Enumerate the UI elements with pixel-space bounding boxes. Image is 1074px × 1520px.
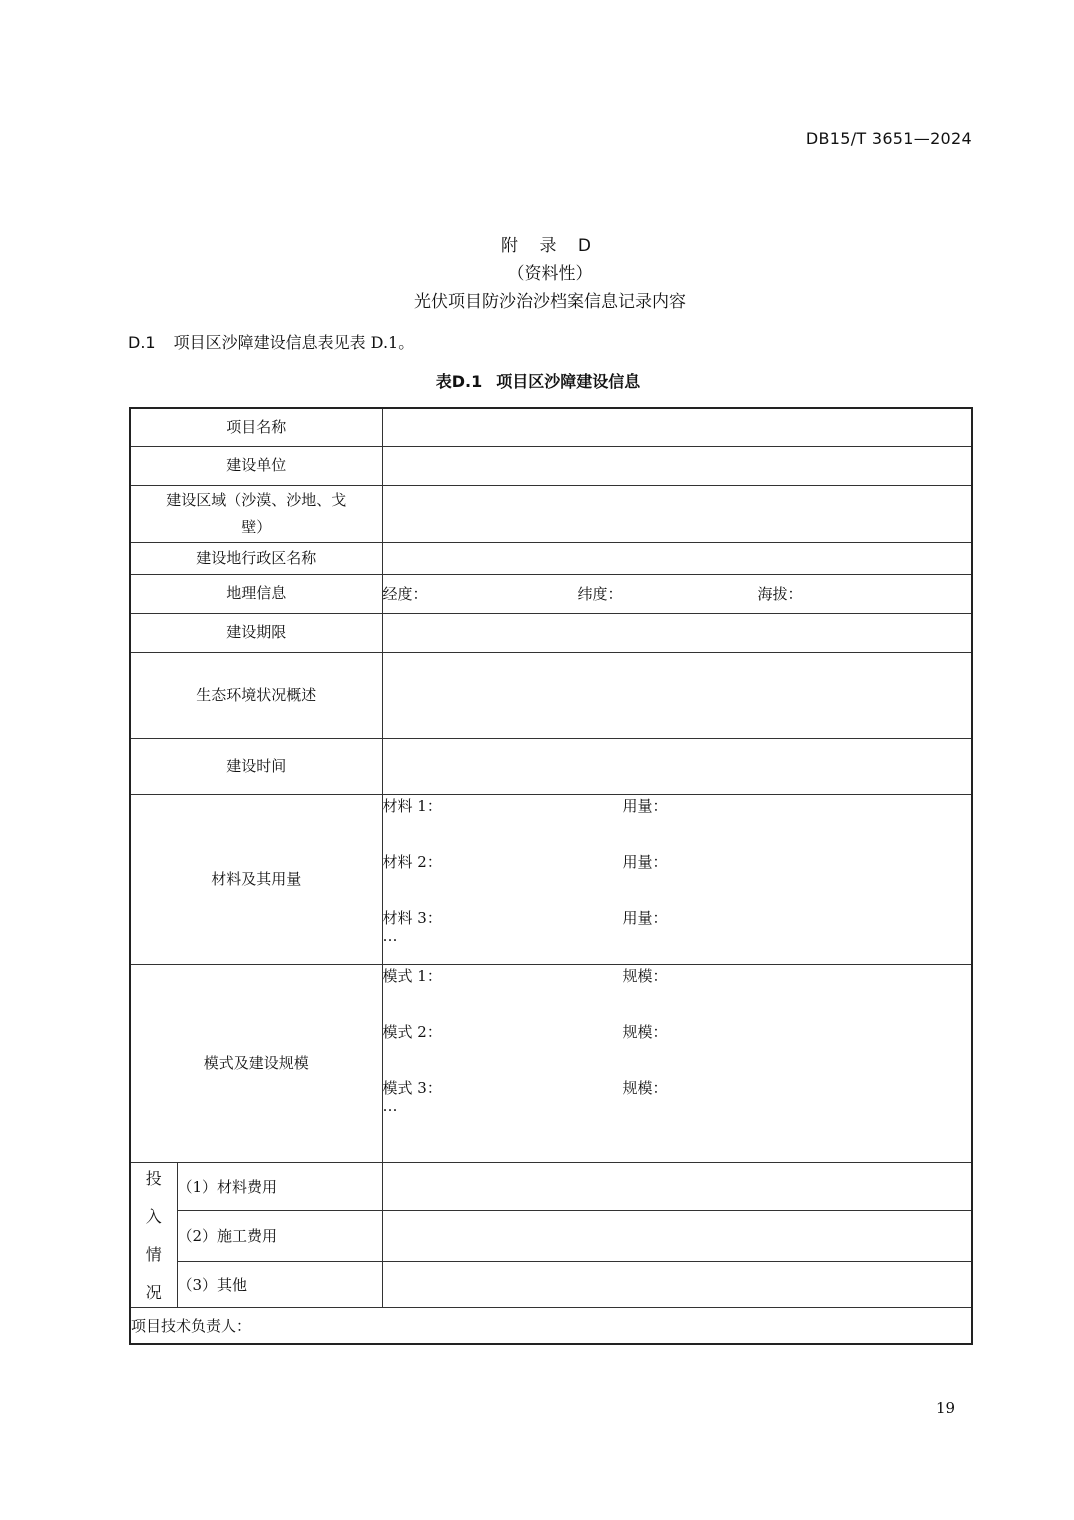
label-materials: 材料及其用量 (130, 794, 382, 964)
mode-line (383, 1021, 972, 1077)
label-construction-unit: 建设单位 (130, 446, 382, 485)
label-construction-cost: （2）施工费用 (177, 1210, 382, 1261)
value-geo-info[interactable] (382, 574, 972, 613)
longitude-label: 经度： (382, 585, 428, 603)
label-modes: 模式及建设规模 (130, 964, 382, 1162)
value-admin-region[interactable] (382, 542, 972, 574)
materials-ellipsis: … (382, 926, 398, 945)
mode-2-scale-label: 规模： (622, 1022, 668, 1041)
label-admin-region: 建设地行政区名称 (130, 542, 382, 574)
table-row (130, 446, 972, 485)
mode-line (383, 965, 972, 1021)
table-row (130, 964, 972, 1162)
table-row (130, 738, 972, 794)
value-project-name[interactable] (382, 408, 972, 446)
material-1-amount-label: 用量： (622, 796, 668, 815)
value-construction-cost[interactable] (382, 1210, 972, 1261)
investment-char: 况 (145, 1283, 162, 1302)
value-construction-area[interactable] (382, 485, 972, 542)
label-project-name: 项目名称 (130, 408, 382, 446)
appendix-title: 附 录 D (501, 236, 599, 256)
material-2-amount-label: 用量： (622, 852, 668, 871)
material-line (383, 795, 972, 851)
modes-ellipsis: … (382, 1096, 398, 1115)
clause-number: D.1 (128, 333, 156, 352)
investment-char: 投 (145, 1169, 162, 1188)
mode-line (383, 1077, 972, 1099)
mode-1-label: 模式 1： (382, 966, 442, 985)
table-row (130, 408, 972, 446)
table-row (130, 613, 972, 652)
table-row (130, 485, 972, 542)
table-row (130, 652, 972, 738)
mode-2-label: 模式 2： (382, 1022, 442, 1041)
mode-3-label: 模式 3： (382, 1078, 442, 1097)
label-eco-overview: 生态环境状况概述 (130, 652, 382, 738)
investment-label (130, 1162, 177, 1307)
table-row (130, 1261, 972, 1307)
table-row (130, 574, 972, 613)
table-row (130, 1162, 972, 1210)
label-geo-info: 地理信息 (130, 574, 382, 613)
material-1-label: 材料 1： (382, 796, 442, 815)
table-title-text: 项目区沙障建设信息 (496, 372, 641, 391)
value-other-cost[interactable] (382, 1261, 972, 1307)
label-other-cost: （3）其他 (177, 1261, 382, 1307)
value-materials[interactable] (382, 794, 972, 964)
value-construction-unit[interactable] (382, 446, 972, 485)
value-construction-time[interactable] (382, 738, 972, 794)
label-tech-lead: 项目技术负责人： (130, 1307, 972, 1344)
mode-3-scale-label: 规模： (622, 1078, 668, 1097)
label-construction-area: 建设区域（沙漠、沙地、戈壁） (130, 485, 382, 542)
material-3-amount-label: 用量： (622, 908, 668, 927)
table-row (130, 794, 972, 964)
clause-d1 (128, 330, 414, 353)
table-number: 表D.1 (435, 372, 483, 391)
standard-code: DB15/T 3651—2024 (805, 129, 972, 148)
value-eco-overview[interactable] (382, 652, 972, 738)
page-number: 19 (936, 1399, 956, 1417)
material-line (383, 907, 972, 929)
label-construction-time: 建设时间 (130, 738, 382, 794)
investment-char: 情 (145, 1245, 162, 1264)
material-3-label: 材料 3： (382, 908, 442, 927)
material-2-label: 材料 2： (382, 852, 442, 871)
altitude-label: 海拔： (757, 585, 803, 603)
latitude-label: 纬度： (577, 585, 623, 603)
table-row (130, 1307, 972, 1344)
sand-barrier-info-table (129, 407, 973, 1345)
mode-1-scale-label: 规模： (622, 966, 668, 985)
clause-text: 项目区沙障建设信息表见表 D.1。 (173, 333, 415, 352)
label-material-cost: （1）材料费用 (177, 1162, 382, 1210)
investment-char: 入 (145, 1207, 162, 1226)
appendix-nature: （资料性） (507, 264, 593, 284)
table-row (130, 542, 972, 574)
label-construction-period: 建设期限 (130, 613, 382, 652)
value-material-cost[interactable] (382, 1162, 972, 1210)
appendix-name: 光伏项目防沙治沙档案信息记录内容 (414, 292, 686, 312)
value-construction-period[interactable] (382, 613, 972, 652)
table-title (0, 369, 1074, 392)
value-modes[interactable] (382, 964, 972, 1162)
table-row (130, 1210, 972, 1261)
material-line (383, 851, 972, 907)
